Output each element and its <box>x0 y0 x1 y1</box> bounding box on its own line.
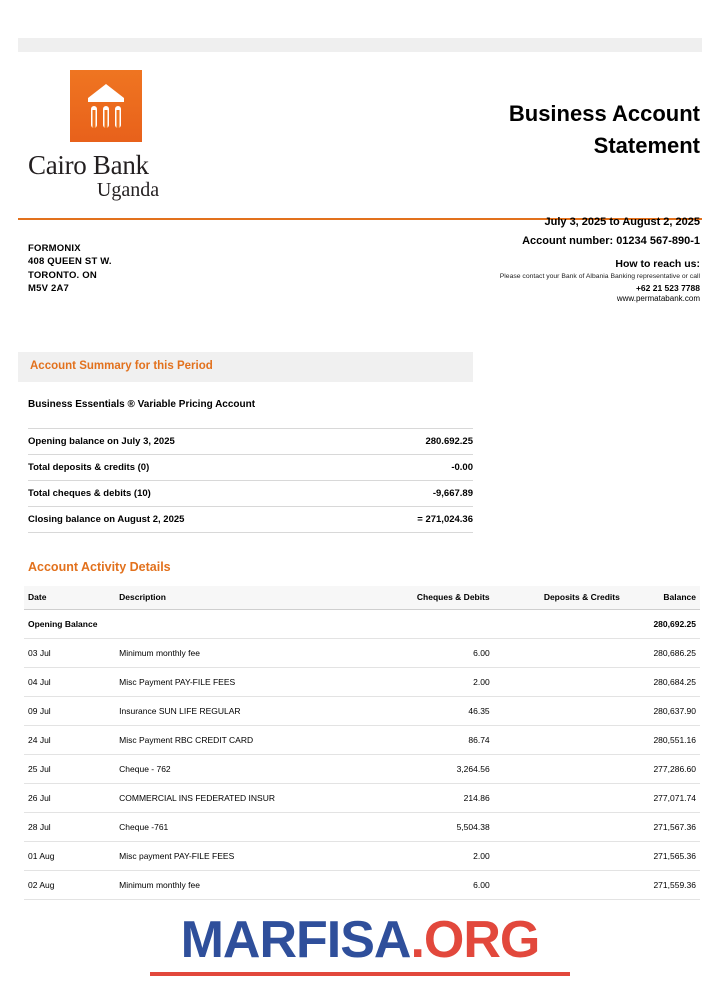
cell-date: 26 Jul <box>24 784 119 813</box>
table-row <box>24 697 700 726</box>
table-row <box>24 726 700 755</box>
cell-credit <box>490 813 620 842</box>
cell-debit: 86.74 <box>370 726 490 755</box>
cell-balance: 280,551.16 <box>620 726 700 755</box>
cell-debit: 46.35 <box>370 697 490 726</box>
summary-heading-bar <box>18 352 473 382</box>
opening-balance-desc <box>119 610 369 639</box>
customer-name: FORMONIX <box>28 243 81 254</box>
cell-balance: 280,686.25 <box>620 639 700 668</box>
table-row <box>24 871 700 900</box>
summary-row <box>28 429 473 455</box>
column-header-cheques-debits: Cheques & Debits <box>370 586 490 610</box>
watermark-part2: .ORG <box>410 911 540 969</box>
summary-value: = 271,024.36 <box>356 507 473 533</box>
how-to-reach-note: Please contact your Bank of Albania Banking representative or call <box>499 273 700 280</box>
bank-logo-icon <box>70 70 142 142</box>
table-row <box>24 784 700 813</box>
cell-date: 04 Jul <box>24 668 119 697</box>
cell-description: Misc Payment RBC CREDIT CARD <box>119 726 369 755</box>
contact-website[interactable]: www.permatabank.com <box>616 294 700 304</box>
column-header-description: Description <box>119 586 369 610</box>
column-header-deposits-credits: Deposits & Credits <box>490 586 620 610</box>
customer-street: 408 QUEEN ST W. <box>28 256 112 268</box>
cell-description: Minimum monthly fee <box>119 639 369 668</box>
cell-balance: 280,637.90 <box>620 697 700 726</box>
summary-label: Total deposits & credits (0) <box>28 455 356 481</box>
summary-value: -0.00 <box>356 455 473 481</box>
column-header-balance: Balance <box>620 586 700 610</box>
activity-header-row <box>24 586 700 610</box>
summary-heading: Account Summary for this Period <box>30 360 213 372</box>
cell-description: Insurance SUN LIFE REGULAR <box>119 697 369 726</box>
cell-balance: 277,071.74 <box>620 784 700 813</box>
table-row <box>24 668 700 697</box>
cell-date: 02 Aug <box>24 871 119 900</box>
cell-balance: 277,286.60 <box>620 755 700 784</box>
cell-date: 25 Jul <box>24 755 119 784</box>
table-row <box>24 639 700 668</box>
watermark-underline <box>150 972 570 976</box>
cell-date: 28 Jul <box>24 813 119 842</box>
cell-balance: 271,565.36 <box>620 842 700 871</box>
cell-date: 01 Aug <box>24 842 119 871</box>
summary-table <box>28 428 473 533</box>
cell-date: 03 Jul <box>24 639 119 668</box>
contact-block <box>270 216 700 303</box>
cell-balance: 280,684.25 <box>620 668 700 697</box>
opening-balance-value: 280,692.25 <box>620 610 700 639</box>
statement-period: July 3, 2025 to August 2, 2025 <box>544 216 700 228</box>
cell-date: 09 Jul <box>24 697 119 726</box>
cell-description: Cheque -761 <box>119 813 369 842</box>
opening-balance-credit <box>490 610 620 639</box>
watermark-text <box>0 910 720 970</box>
activity-title: Account Activity Details <box>28 560 171 574</box>
cell-debit: 6.00 <box>370 639 490 668</box>
customer-city: TORONTO. ON <box>28 269 97 281</box>
statement-header <box>18 60 702 210</box>
cell-credit <box>490 784 620 813</box>
document-title <box>300 98 700 162</box>
bank-name: Cairo Bank <box>28 150 149 180</box>
table-row <box>24 842 700 871</box>
opening-balance-debit <box>370 610 490 639</box>
top-band <box>18 38 702 52</box>
summary-subheading: Business Essentials ® Variable Pricing Account <box>28 399 256 410</box>
document-title-line2: Statement <box>593 132 700 158</box>
contact-phone: +62 21 523 7788 <box>635 283 700 294</box>
cell-date: 24 Jul <box>24 726 119 755</box>
cell-credit <box>490 639 620 668</box>
summary-row <box>28 507 473 533</box>
cell-debit: 2.00 <box>370 842 490 871</box>
opening-balance-label: Opening Balance <box>24 610 119 639</box>
summary-row <box>28 455 473 481</box>
watermark-part1: MARFISA <box>180 911 411 969</box>
summary-label: Opening balance on July 3, 2025 <box>28 429 356 455</box>
cell-debit: 5,504.38 <box>370 813 490 842</box>
summary-label: Total cheques & debits (10) <box>28 481 356 507</box>
cell-description: Minimum monthly fee <box>119 871 369 900</box>
bank-logo <box>26 70 256 202</box>
cell-credit <box>490 871 620 900</box>
bank-sub-name: Uganda <box>96 179 160 201</box>
cell-credit <box>490 726 620 755</box>
cell-description: Misc Payment PAY-FILE FEES <box>119 668 369 697</box>
cell-credit <box>490 668 620 697</box>
table-row <box>24 755 700 784</box>
cell-debit: 6.00 <box>370 871 490 900</box>
cell-credit <box>490 697 620 726</box>
cell-credit <box>490 755 620 784</box>
account-number: Account number: 01234 567-890-1 <box>522 235 700 247</box>
cell-debit: 214.86 <box>370 784 490 813</box>
cell-balance: 271,567.36 <box>620 813 700 842</box>
customer-postal: M5V 2A7 <box>28 283 70 295</box>
activity-table <box>24 586 700 900</box>
cell-debit: 3,264.56 <box>370 755 490 784</box>
summary-value: -9,667.89 <box>356 481 473 507</box>
summary-label: Closing balance on August 2, 2025 <box>28 507 356 533</box>
cell-description: Cheque - 762 <box>119 755 369 784</box>
document-title-line1: Business Account <box>508 101 700 126</box>
cell-balance: 271,559.36 <box>620 871 700 900</box>
cell-credit <box>490 842 620 871</box>
watermark <box>0 910 720 976</box>
summary-value: 280.692.25 <box>356 429 473 455</box>
cell-debit: 2.00 <box>370 668 490 697</box>
cell-description: COMMERCIAL INS FEDERATED INSUR <box>119 784 369 813</box>
table-row-opening <box>24 610 700 639</box>
customer-address <box>28 242 112 296</box>
cell-description: Misc payment PAY-FILE FEES <box>119 842 369 871</box>
table-row <box>24 813 700 842</box>
how-to-reach-title: How to reach us: <box>615 258 700 270</box>
summary-row <box>28 481 473 507</box>
column-header-date: Date <box>24 586 119 610</box>
